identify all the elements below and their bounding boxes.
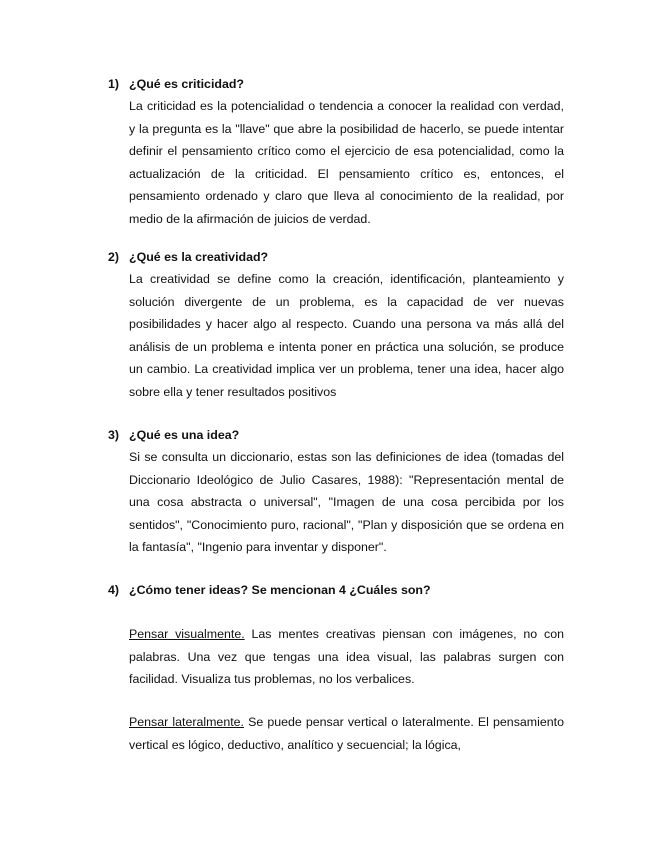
method-lateral-name: Pensar lateralmente.	[129, 715, 244, 729]
question-3	[108, 424, 564, 559]
question-2	[108, 246, 564, 404]
question-1-title: ¿Qué es criticidad?	[129, 77, 244, 91]
question-1-number: 1)	[108, 77, 120, 91]
question-3-number: 3)	[108, 428, 120, 442]
question-1-heading	[108, 73, 564, 95]
question-3-answer: Si se consulta un diccionario, estas son las definiciones de idea (tomadas del Diccionario Ideológico de Julio Casares, 1988): "Representación mental de una cosa abstracta o universal", "Imagen de una cosa percibida por los sentidos", "Conocimiento puro, racional", "Plan y disposición que se ordena en la fantasía", "Ingenio para inventar y disponer".	[129, 450, 564, 555]
question-3-title: ¿Qué es una idea?	[129, 428, 240, 442]
method-visual-text: Las mentes creativas piensan con imágenes, no con palabras. Una vez que tengas una idea visual, las palabras surgen con facilidad. Visualiza tus problemas, no los verbalices.	[129, 627, 564, 687]
method-lateral	[129, 711, 564, 756]
question-2-heading	[108, 246, 564, 268]
question-4	[108, 579, 564, 601]
question-1-answer: La criticidad es la potencialidad o tendencia a conocer la realidad con verdad, y la pregunta es la "llave" que abre la posibilidad de hacerlo, se puede intentar definir el pensamiento crítico como el ejercicio de esa potencialidad, como la actualización de la criticidad. El pensamiento crítico es, entonces, el pensamiento ordenado y claro que lleva al conocimiento de la realidad, por medio de la afirmación de juicios de verdad.	[129, 99, 564, 226]
question-3-heading	[108, 424, 564, 446]
question-2-title: ¿Qué es la creatividad?	[129, 250, 269, 264]
question-2-answer: La creatividad se define como la creación, identificación, planteamiento y solución divergente de un problema, es la capacidad de ver nuevas posibilidades y hacer algo al respecto. Cuando una persona va más allá del análisis de un problema e intenta poner en práctica una solución, se produce un cambio. La creatividad implica ver un problema, tener una idea, hacer algo sobre ella y tener resultados positivos	[129, 272, 564, 399]
method-visual-name: Pensar visualmente.	[129, 627, 245, 641]
question-1	[108, 73, 564, 231]
method-lateral-text: Se puede pensar vertical o lateralmente. El pensamiento vertical es lógico, deductivo, analítico y secuencial; la lógica,	[129, 715, 564, 752]
question-2-number: 2)	[108, 250, 120, 264]
question-4-title: ¿Cómo tener ideas? Se mencionan 4 ¿Cuáles son?	[129, 583, 431, 597]
question-4-heading	[108, 579, 564, 601]
question-4-number: 4)	[108, 583, 120, 597]
method-visual	[129, 623, 564, 691]
